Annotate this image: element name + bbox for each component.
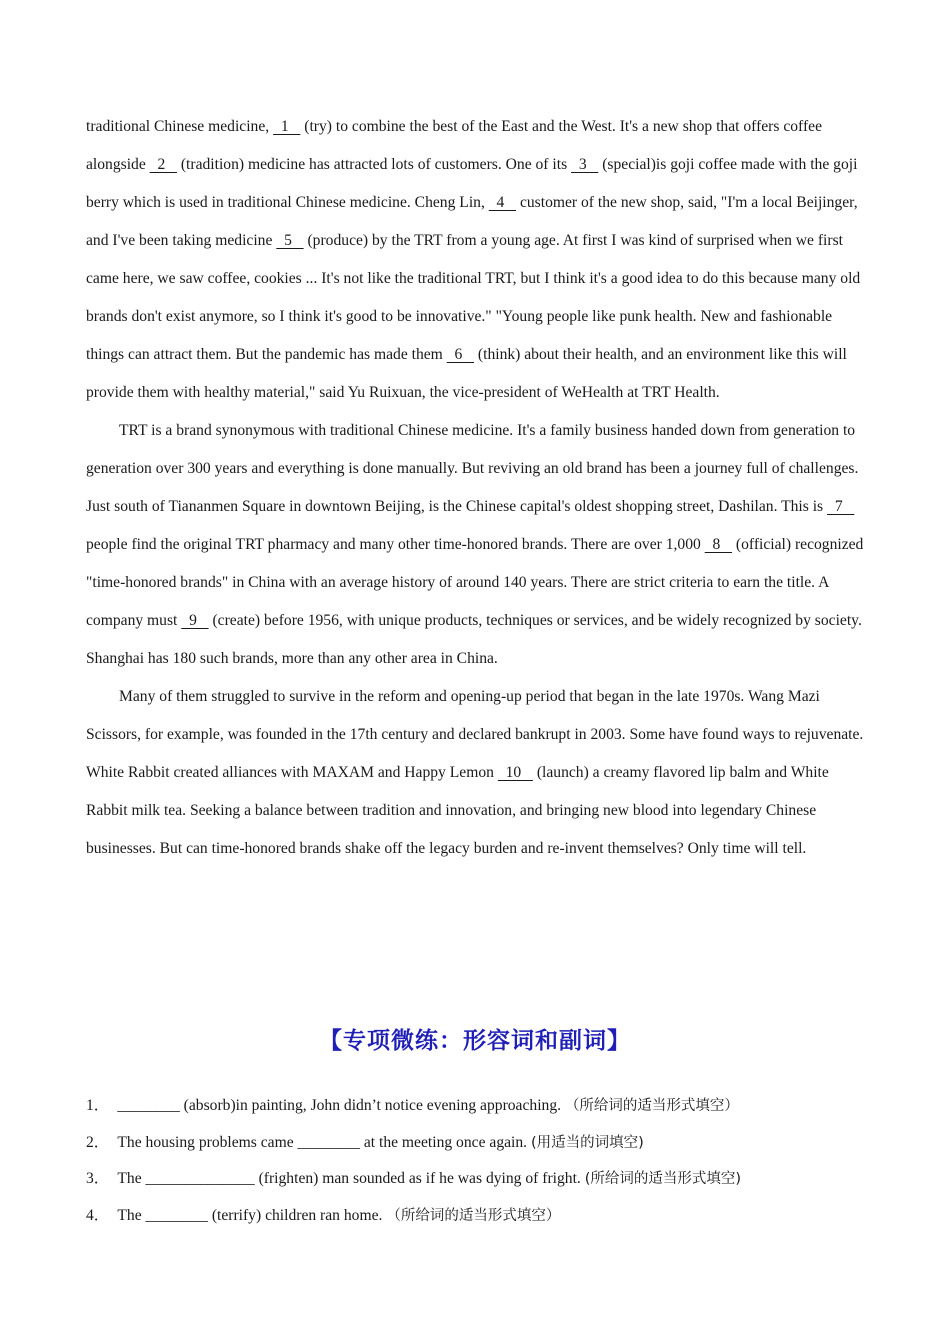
question-hint: （所给词的适当形式填空） <box>564 1098 739 1114</box>
passage-text: (launch) a creamy flavored lip balm and White Rabbit milk tea. Seeking a balance between tradition and innovation, and bringing new blood into legendary Chinese businesses. But can time-honored brands shake off the legacy burden and re-invent themselves? Only time will tell. <box>86 764 829 857</box>
question-text: The ______________ (frighten) man sounded as if he was dying of fright. <box>117 1170 581 1187</box>
blank-2: 2 <box>149 156 177 173</box>
passage-text: (special)is goji coffee made with the goji berry which is used in traditional Chinese medicine. Cheng Lin, <box>86 156 858 211</box>
question-number: 3． <box>86 1170 110 1187</box>
question-number: 1． <box>86 1097 110 1114</box>
question-list <box>86 1088 866 1234</box>
question-4 <box>86 1198 866 1235</box>
question-hint: (所给词的适当形式填空) <box>584 1171 742 1187</box>
blank-7: 7 <box>827 498 855 515</box>
passage-text: TRT is a brand synonymous with traditional Chinese medicine. It's a family business handed down from generation to generation over 300 years and everything is done manually. But reviving an old brand has been a journey full of challenges. Just south of Tiananmen Square in downtown Beijing, is the Chinese capital's oldest shopping street, Dashilan. This is <box>86 422 859 515</box>
question-text: ________ (absorb)in painting, John didn’t notice evening approaching. <box>117 1097 562 1114</box>
question-hint: （所给词的适当形式填空） <box>386 1207 561 1224</box>
paragraph-2 <box>86 412 866 678</box>
passage-text: (produce) by the TRT from a young age. At first I was kind of surprised when we first came here, we saw coffee, cookies ... It's not like the traditional TRT, but I think it's a good idea to do this because many old brands don't exist anymore, so I think it's good to be innovative." "Young people like punk health. New and fashionable things can attract them. But the pandemic has made them <box>86 232 861 363</box>
question-2 <box>86 1125 866 1162</box>
question-number: 4． <box>86 1206 110 1224</box>
question-1 <box>86 1088 866 1125</box>
passage-text: traditional Chinese medicine, <box>86 118 274 135</box>
question-number: 2． <box>86 1133 110 1151</box>
blank-5: 5 <box>276 232 304 249</box>
question-3 <box>86 1161 866 1198</box>
passage-text: (official) recognized "time-honored brands" in China with an average history of around 140 years. There are strict criteria to earn the title. A company must <box>86 536 864 629</box>
question-text: The housing problems came ________ at the meeting once again. <box>117 1133 528 1151</box>
passage-text: (think) about their health, and an environment like this will provide them with healthy material," said Yu Ruixuan, the vice-president of WeHealth at TRT Health. <box>86 346 847 401</box>
section-title: 【专项微练：形容词和副词】 <box>319 1028 631 1054</box>
passage-text: (create) before 1956, with unique products, techniques or services, and be widely recognized by society. Shanghai has 180 such brands, more than any other area in China. <box>86 612 862 667</box>
passage-text: (tradition) medicine has attracted lots of customers. One of its <box>176 156 572 173</box>
blank-3: 3 <box>571 156 599 173</box>
passage <box>86 108 866 868</box>
blank-9: 9 <box>181 612 209 629</box>
paragraph-3 <box>86 678 866 868</box>
passage-text: Many of them struggled to survive in the reform and opening-up period that began in the late 1970s. Wang Mazi Scissors, for example, was founded in the 17th century and declared bankrupt in 2003. Some have found ways to rejuvenate. White Rabbit created alliances with MAXAM and Happy Lemon <box>86 688 864 781</box>
passage-text: (try) to combine the best of the East and the West. It's a new shop that offers coffee alongside <box>86 118 823 173</box>
blank-4: 4 <box>488 194 517 211</box>
blank-8: 8 <box>704 536 733 553</box>
passage-text: people find the original TRT pharmacy and many other time-honored brands. There are over 1,000 <box>86 536 705 553</box>
blank-1: 1 <box>273 118 301 135</box>
blank-10: 10 <box>497 764 533 781</box>
blank-6: 6 <box>446 346 475 363</box>
passage-text: customer of the new shop, said, "I'm a local Beijinger, and I've been taking medicine <box>86 194 858 249</box>
paragraph-1 <box>86 108 866 412</box>
question-text: The ________ (terrify) children ran home. <box>117 1206 383 1224</box>
question-hint: (用适当的词填空) <box>530 1134 644 1151</box>
